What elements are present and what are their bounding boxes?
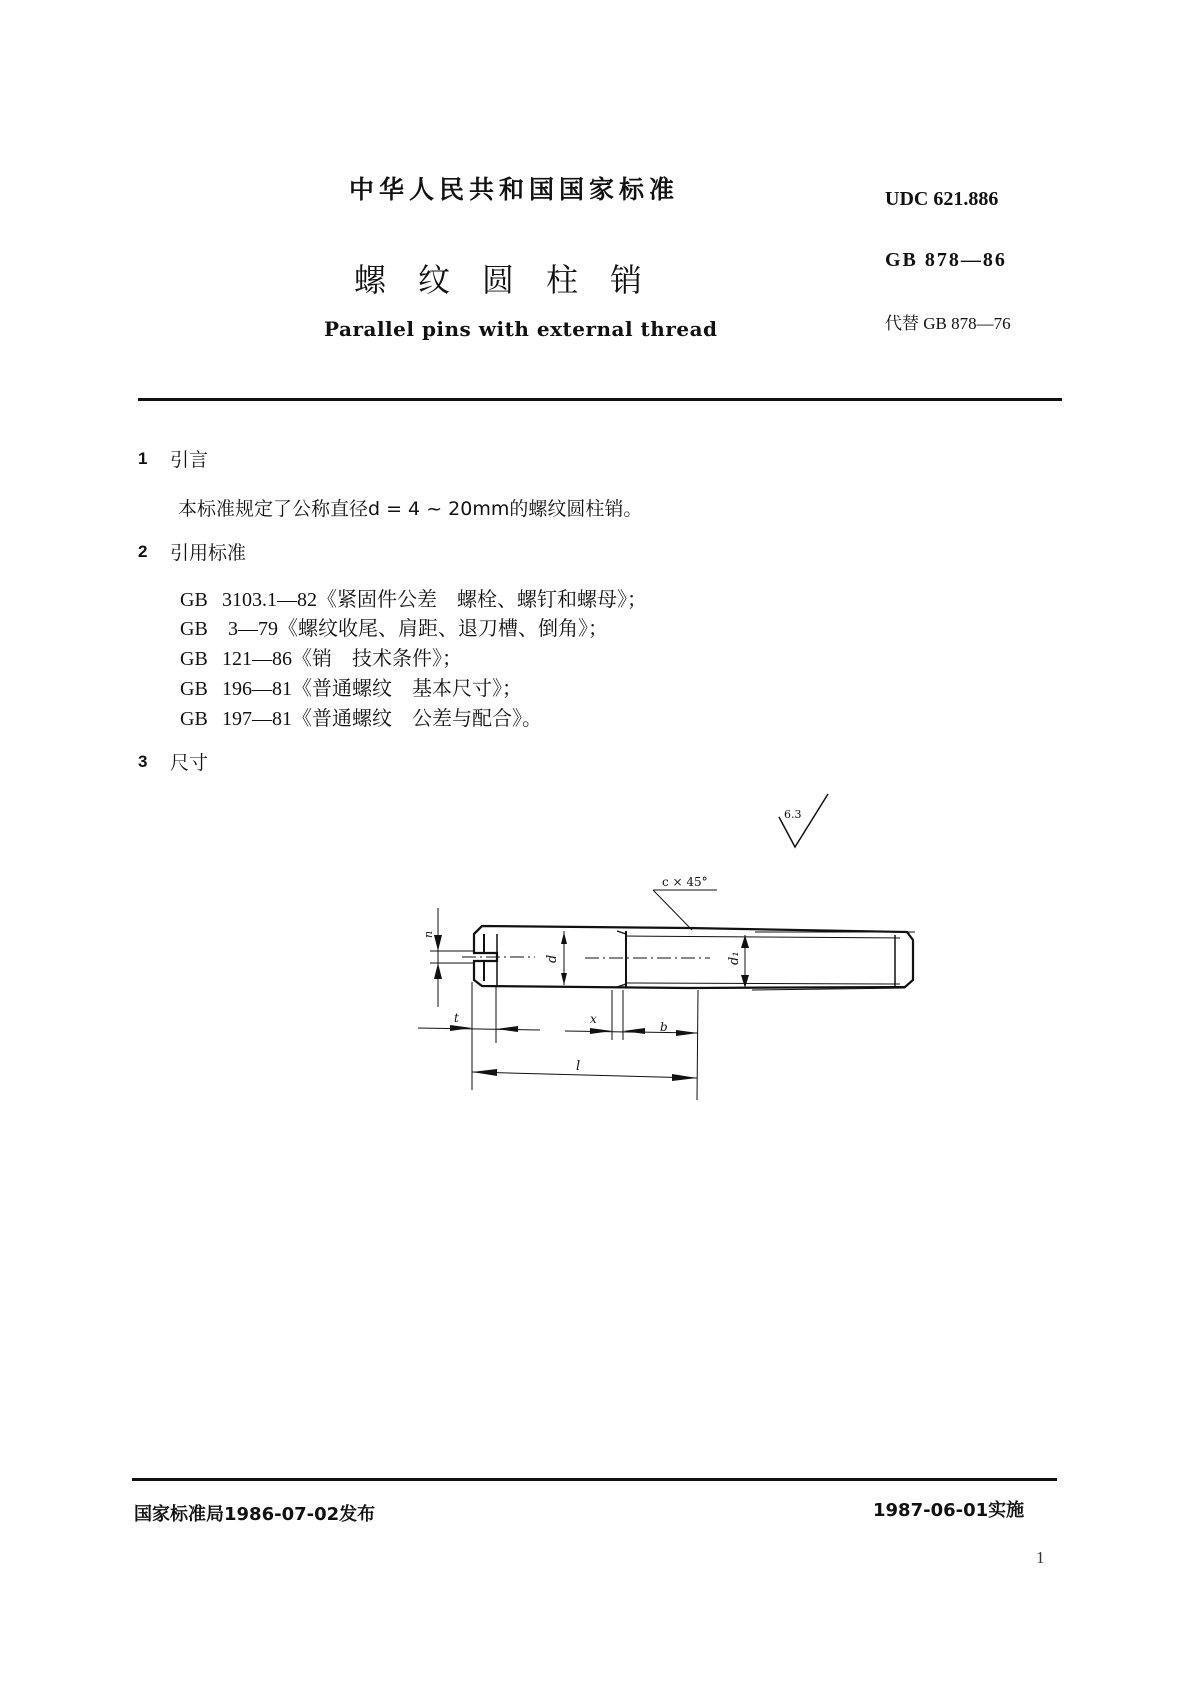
reference-item: GB 197—81《普通螺纹 公差与配合》。	[180, 708, 542, 730]
document-title-en: Parallel pins with external thread	[324, 317, 718, 341]
replaces-standard: 代替 GB 878—76	[885, 314, 1011, 333]
effective-date: 1987-06-01实施	[873, 1500, 1025, 1521]
footer-divider	[132, 1478, 1057, 1481]
udc-code: UDC 621.886	[885, 188, 999, 210]
dim-b-label: b	[660, 1020, 668, 1034]
reference-item: GB 196—81《普通螺纹 基本尺寸》；	[180, 678, 522, 700]
section-2-title: 引用标准	[170, 542, 247, 564]
dim-x-label: x	[590, 1012, 597, 1026]
country-standard-heading: 中华人民共和国国家标准	[349, 175, 680, 204]
dim-l-label: l	[576, 1059, 581, 1074]
issued-date: 国家标准局1986-07-02发布	[134, 1504, 376, 1525]
page-number: 1	[1036, 1548, 1045, 1567]
reference-item: GB 3—79《螺纹收尾、肩距、退刀槽、倒角》；	[180, 618, 608, 640]
standard-number: GB 878—86	[885, 249, 1007, 271]
section-1-body: 本标准规定了公称直径d = 4 ~ 20mm的螺纹圆柱销。	[178, 498, 643, 520]
reference-item: GB 3103.1—82《紧固件公差 螺栓、螺钉和螺母》；	[180, 589, 647, 611]
roughness-value: 6.3	[784, 808, 802, 821]
section-3-title: 尺寸	[170, 752, 209, 774]
section-2-number: 2	[138, 542, 148, 561]
document-title-cn: 螺纹圆柱销	[354, 261, 675, 299]
dim-t-label: t	[454, 1011, 459, 1025]
chamfer-label: c × 45°	[662, 875, 708, 889]
section-3-number: 3	[138, 752, 148, 771]
section-1-number: 1	[138, 449, 148, 468]
reference-item: GB 121—86《销 技术条件》；	[180, 648, 462, 670]
section-1-title: 引言	[170, 449, 209, 471]
dim-d1-label: d₁	[727, 951, 742, 965]
dim-n-label: n	[422, 930, 435, 938]
dim-d-label: d	[545, 954, 560, 963]
